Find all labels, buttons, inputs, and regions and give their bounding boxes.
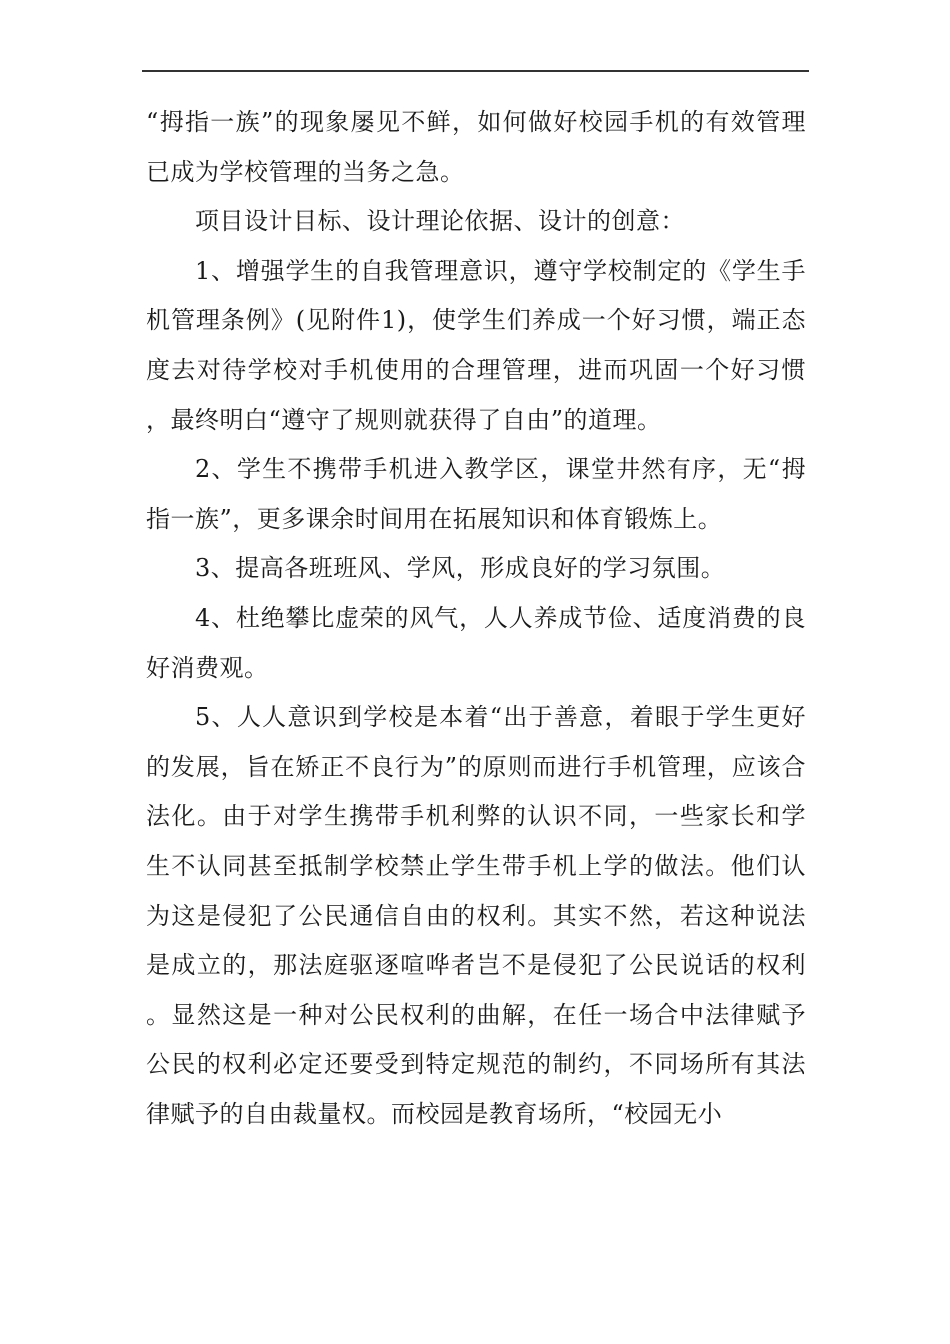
document-body: [146, 98, 806, 1139]
paragraph-item-2: 2、学生不携带手机进入教学区，课堂井然有序，无“拇指一族”，更多课余时间用在拓展知识和体育锻炼上。: [146, 455, 806, 533]
header-rule: [142, 70, 809, 72]
paragraph-item-5: 5、人人意识到学校是本着“出于善意，着眼于学生更好的发展，旨在矫正不良行为”的原则而进行手机管理，应该合法化。由于对学生携带手机利弊的认识不同，一些家长和学生不认同甚至抵制学校禁止学生带手机上学的做法。他们认为这是侵犯了公民通信自由的权利。其实不然，若这种说法是成立的，那法庭驱逐喧哗者岂不是侵犯了公民说话的权利。显然这是一种对公民权利的曲解，在任一场合中法律赋予公民的权利必定还要受到特定规范的制约，不同场所有其法律赋予的自由裁量权。而校园是教育场所，“校园无小: [146, 703, 806, 1128]
paragraph-section-heading: 项目设计目标、设计理论依据、设计的创意：: [195, 207, 685, 236]
paragraph-item-1: 1、增强学生的自我管理意识，遵守学校制定的《学生手机管理条例》(见附件1)，使学生们养成一个好习惯，端正态度去对待学校对手机使用的合理管理，进而巩固一个好习惯，最终明白“遵守了规则就获得了自由”的道理。: [146, 256, 806, 434]
paragraph-continuation: “拇指一族”的现象屡见不鲜，如何做好校园手机的有效管理已成为学校管理的当务之急。: [146, 108, 806, 186]
paragraph-item-4: 4、杜绝攀比虚荣的风气，人人养成节俭、适度消费的良好消费观。: [146, 603, 806, 682]
paragraph-item-3: 3、提高各班班风、学风，形成良好的学习氛围。: [195, 554, 726, 583]
